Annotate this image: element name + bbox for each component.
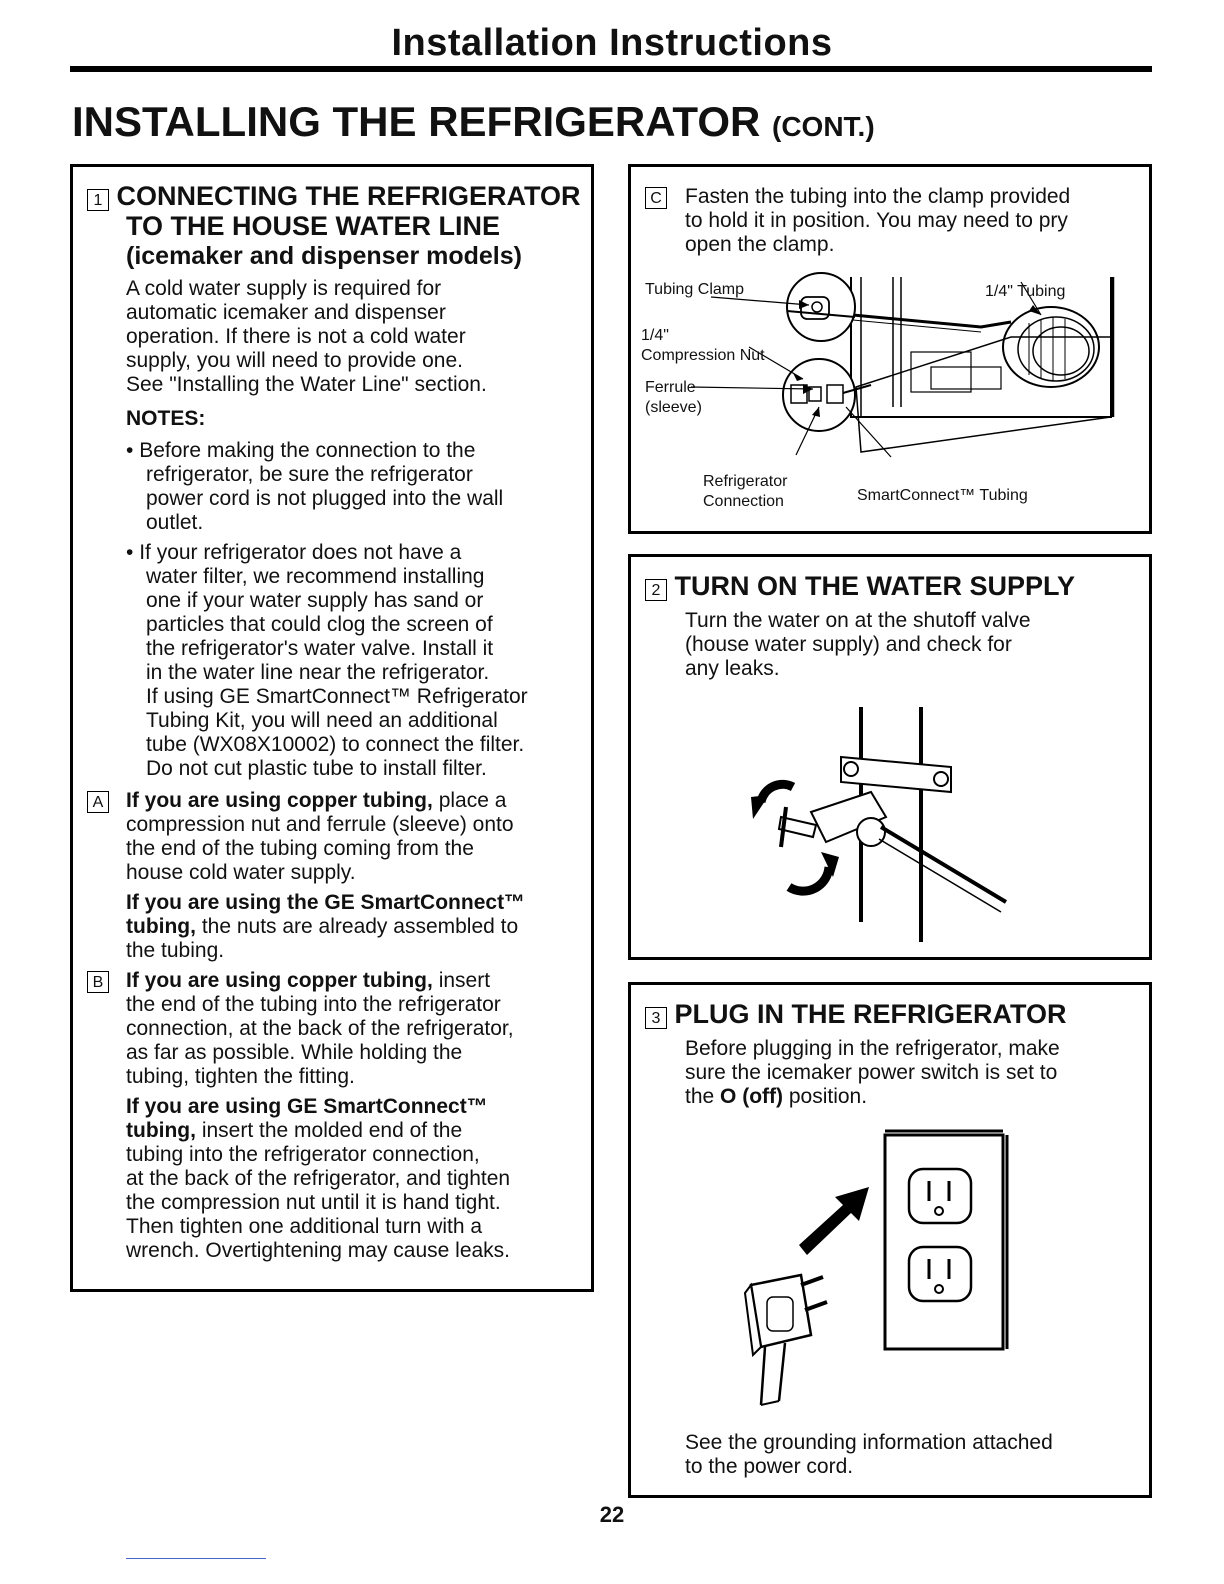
footer-rule [126,1558,266,1559]
step-a2-bold2: tubing, [126,915,196,938]
note-line: If using GE SmartConnect™ Refrigerator [146,685,528,708]
step-b2-line: wrench. Overtightening may cause leaks. [126,1239,511,1262]
step-a-smartconnect [126,891,525,963]
step-b-rest: insert [432,969,491,992]
label-smartconnect-tubing: SmartConnect™ Tubing [857,487,1028,504]
intro-line: operation. If there is not a cold water [126,325,466,348]
page-number: 22 [599,1502,625,1527]
page-title-cont: (CONT.) [772,111,875,142]
step-b2-rest: insert the molded end of the [195,1119,463,1142]
note-line: tube (WX08X10002) to connect the filter. [146,733,525,756]
step-b-line: as far as possible. While holding the [126,1041,463,1064]
intro-line: supply, you will need to provide one. [126,349,463,372]
step-c-line: open the clamp. [685,233,835,256]
step-letter-a: A [87,791,109,813]
note-line: Do not cut plastic tube to install filter. [146,757,487,780]
note-line: water filter, we recommend installing [146,565,485,588]
step-a2-bold: If you are using the GE SmartConnect™ [126,891,526,914]
step-a2-line: the tubing. [126,939,225,962]
step-2-text [685,609,1031,681]
step-3-footer-line: See the grounding information attached [685,1431,1053,1454]
step-b2-bold2: tubing, [126,1119,196,1142]
note-line: power cord is not plugged into the wall [146,487,504,510]
connecting-section [70,164,594,1292]
step-b [87,969,514,1089]
step-a-line: the end of the tubing coming from the [126,837,474,860]
step-c-text [645,185,1070,257]
page-title [72,98,875,146]
intro-line: automatic icemaker and dispenser [126,301,446,324]
note-line: one if your water supply has sand or [146,589,484,612]
step-b-smartconnect [126,1095,510,1263]
step-b2-line: Then tighten one additional turn with a [126,1215,483,1238]
label-tubing-clamp: Tubing Clamp [645,281,745,298]
shutoff-valve-illustration [721,707,1021,947]
section-1-title-line1: CONNECTING THE REFRIGERATOR [116,181,581,211]
label-compression-1: 1/4" [641,327,669,344]
step-3-footer-line: to the power cord. [685,1455,854,1478]
step-2-line: (house water supply) and check for [685,633,1012,656]
step-2-line: Turn the water on at the shutoff valve [685,609,1031,632]
note-line: outlet. [146,511,204,534]
off-position: O (off) [720,1085,784,1108]
turn-on-water-section [628,554,1152,960]
note-line: in the water line near the refrigerator. [146,661,490,684]
step-c-section [628,164,1152,534]
step-c-line: to hold it in position. You may need to pry [685,209,1068,232]
note-1 [126,439,503,535]
step-letter-b: B [87,971,109,993]
intro-line: A cold water supply is required for [126,277,442,300]
step-b2-line: the compression nut until it is hand tight. [126,1191,501,1214]
note-line: • Before making the connection to the [126,439,476,462]
label-quarter-tubing: 1/4" Tubing [985,283,1066,300]
section-1-title-line2: TO THE HOUSE WATER LINE [126,211,501,241]
note-line: refrigerator, be sure the refrigerator [146,463,473,486]
note-line: particles that could clog the screen of [146,613,493,636]
step-letter-c: C [645,187,667,209]
step-2-line: any leaks. [685,657,780,680]
step-a-line: compression nut and ferrule (sleeve) onto [126,813,514,836]
label-ref-connection-2: Connection [703,493,784,510]
note-2 [126,541,528,781]
section-3-title [645,999,1067,1029]
step-a-bold: If you are using copper tubing, [126,789,433,812]
step-b2-line: at the back of the refrigerator, and tighten [126,1167,511,1190]
plug-outlet-illustration [731,1125,1031,1425]
step-3-line: Before plugging in the refrigerator, make [685,1037,1060,1060]
section-3-title-text: PLUG IN THE REFRIGERATOR [674,999,1067,1029]
label-ref-connection-1: Refrigerator [703,473,788,490]
note-line: • If your refrigerator does not have a [126,541,462,564]
step-a [87,789,514,885]
note-line: the refrigerator's water valve. Install it [146,637,494,660]
step-number-2: 2 [645,579,667,601]
step-b2-bold: If you are using GE SmartConnect™ [126,1095,488,1118]
step-3-line: sure the icemaker power switch is set to [685,1061,1058,1084]
section-header: Installation Instructions [391,22,833,64]
header-rule [70,66,1152,72]
step-3-footer [685,1431,1053,1479]
step-b-line: connection, at the back of the refrigerator, [126,1017,514,1040]
section-1-subtitle: (icemaker and dispenser models) [126,242,522,270]
step-a-line: house cold water supply. [126,861,356,884]
plug-in-section [628,982,1152,1498]
notes-label: NOTES: [126,407,206,430]
step-b-line: tubing, tighten the fitting. [126,1065,355,1088]
note-line: Tubing Kit, you will need an additional [146,709,498,732]
intro-line: See "Installing the Water Line" section. [126,373,487,396]
step-number-3: 3 [645,1007,667,1029]
step-3-text: Before plugging in the refrigerator, make sure the icemaker power switch is set to the O (off) position. [685,1037,1060,1108]
label-compression-2: Compression Nut [641,347,765,364]
label-sleeve: (sleeve) [645,399,702,416]
step-c-line: Fasten the tubing into the clamp provided [685,185,1071,208]
step-b2-line: tubing into the refrigerator connection, [126,1143,480,1166]
step-a-rest: place a [432,789,507,812]
step-number-1: 1 [87,189,109,211]
section-2-title [645,571,1075,601]
tubing-clamp-illustration [631,267,1149,497]
page-title-text: INSTALLING THE REFRIGERATOR [72,98,761,145]
step-a2-rest: the nuts are already assembled to [195,915,519,938]
section-2-title-text: TURN ON THE WATER SUPPLY [674,571,1076,601]
label-ferrule: Ferrule [645,379,696,396]
step-b-bold: If you are using copper tubing, [126,969,433,992]
step-b-line: the end of the tubing into the refrigerator [126,993,501,1016]
intro-text [126,277,487,397]
section-1-title [87,181,581,211]
